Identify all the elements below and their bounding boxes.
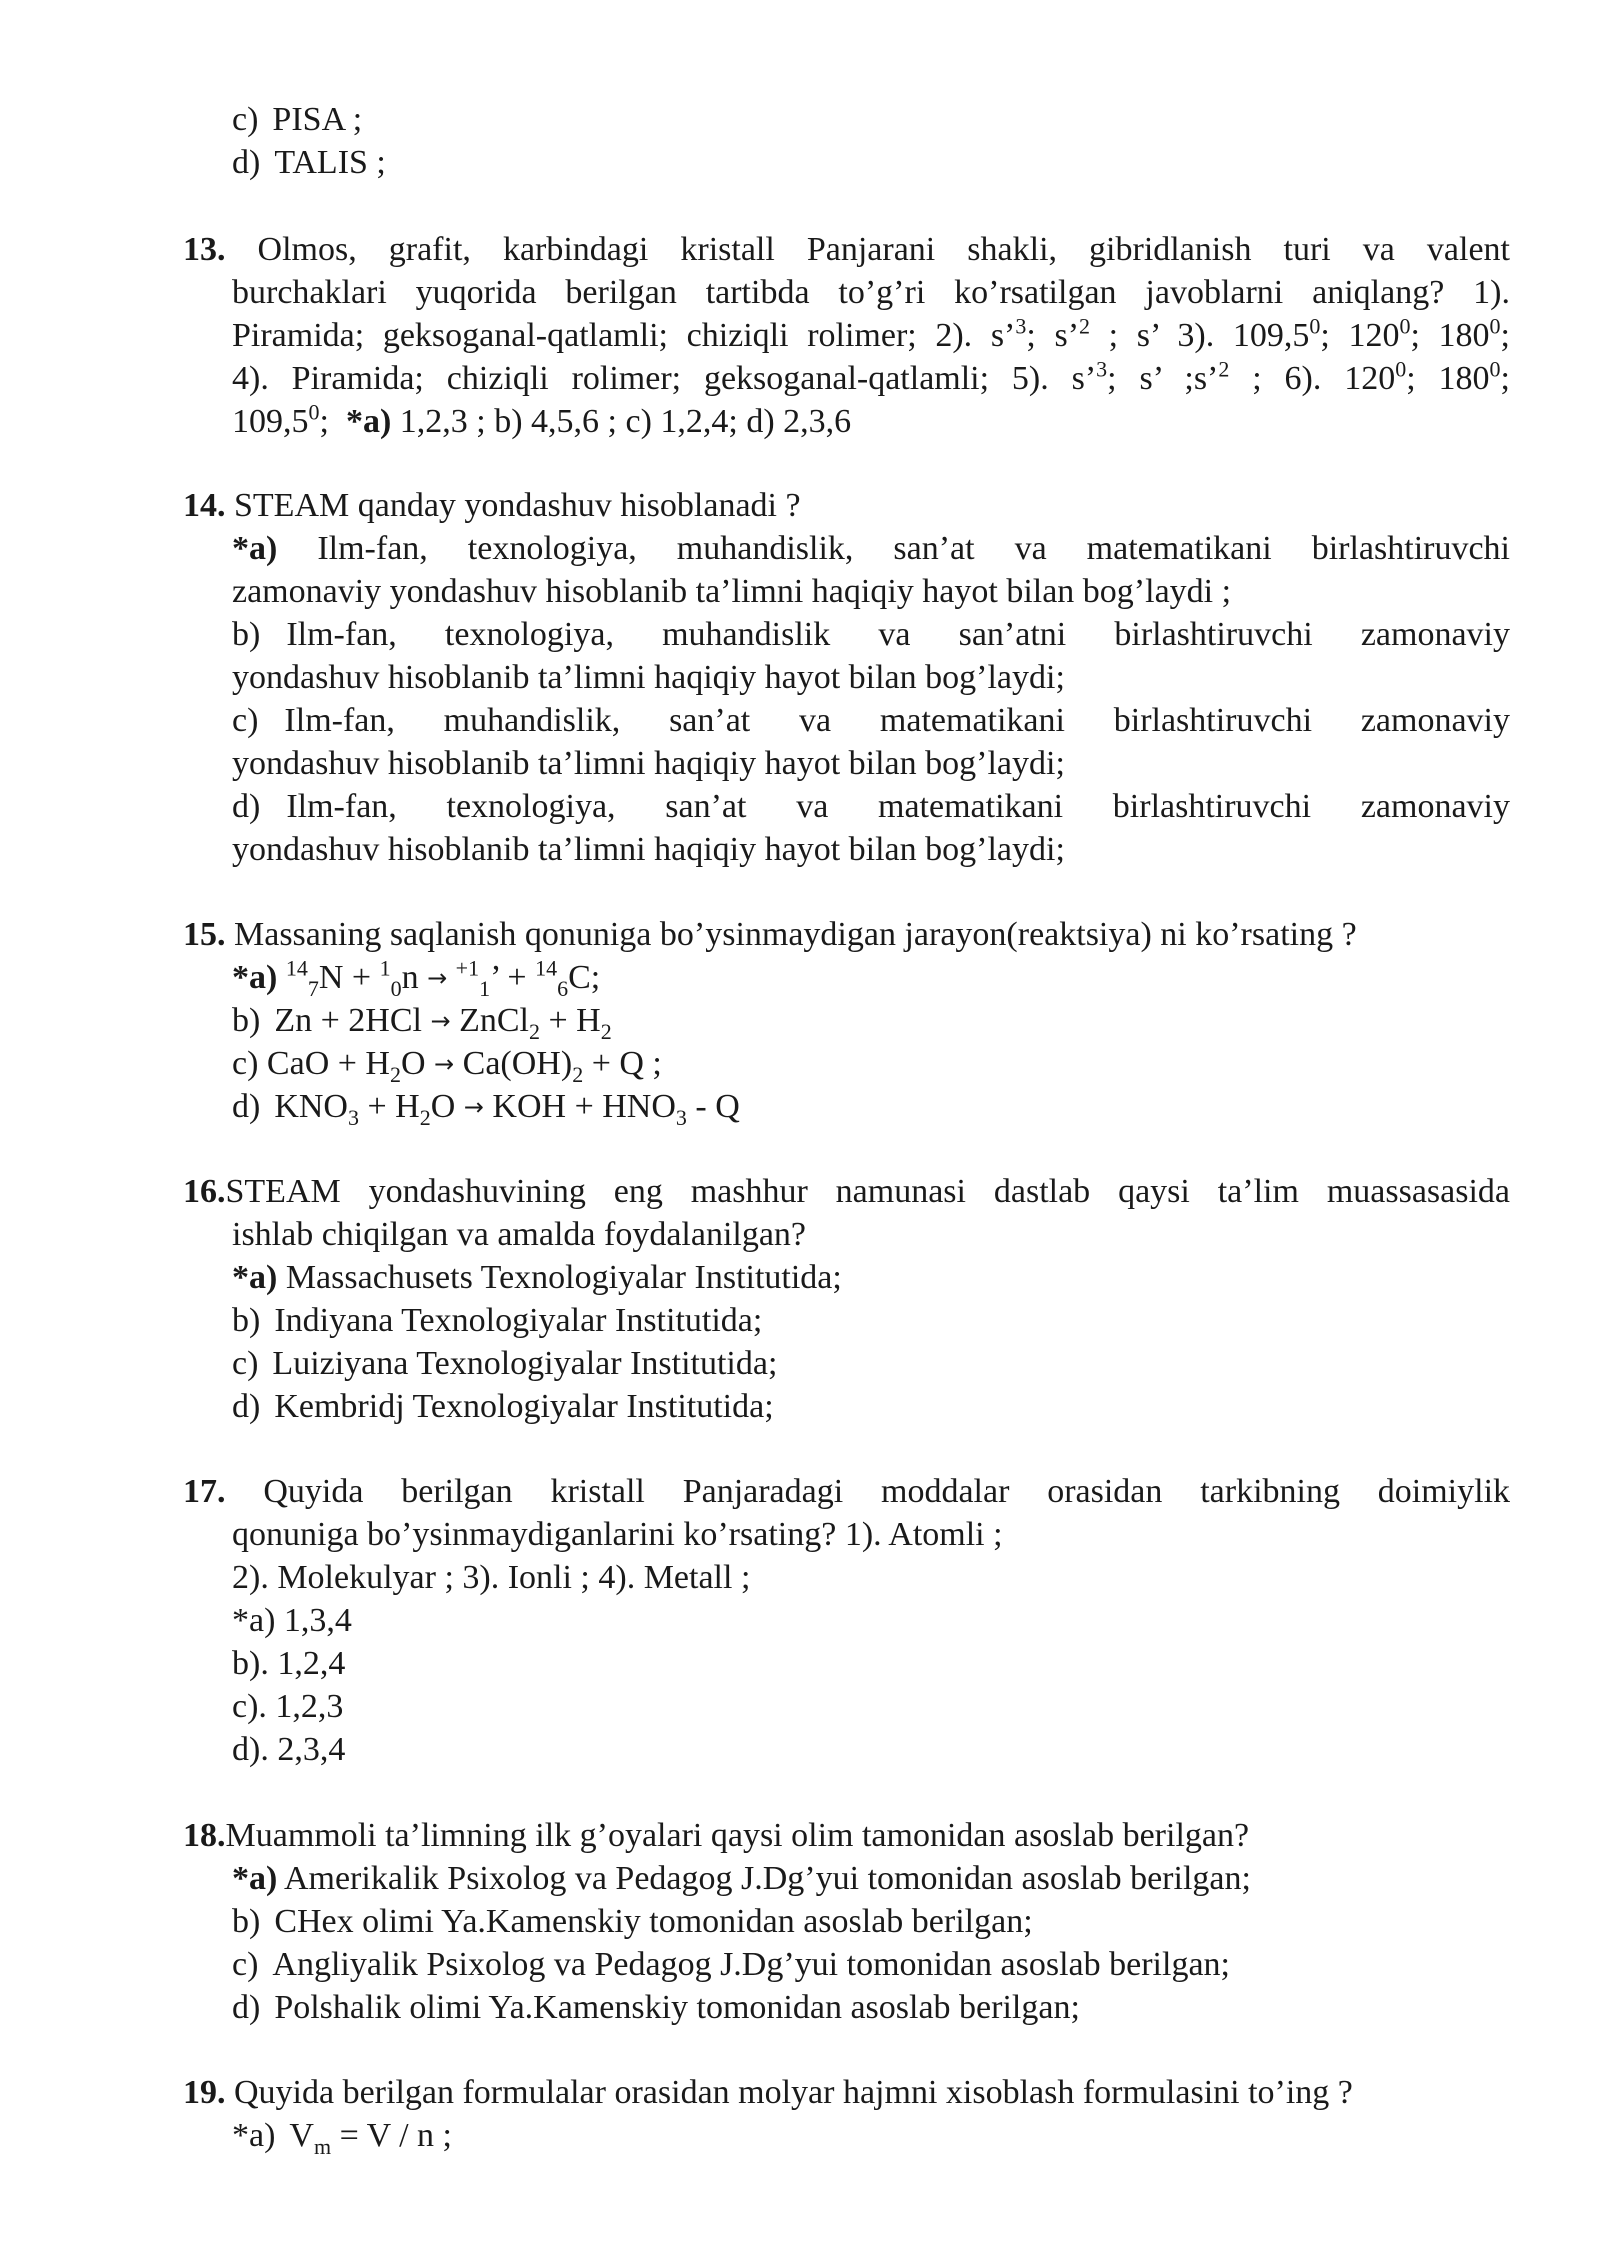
option-b [232,1299,1510,1342]
question-number: 14. [183,487,226,524]
option-label: c) [232,101,259,138]
question-number: 18. [183,1817,226,1854]
option-text: Ilm-fan, muhandislik, san’at va matematikani birlashtiruvchi zamonaviy [284,702,1510,739]
text-run: n [401,959,419,996]
question-13-line-4 [232,357,1510,400]
subscript: 3 [348,1104,359,1130]
option-label: d) [232,144,261,181]
option-a-line-1 [232,527,1510,570]
text-run: KNO [274,1088,348,1125]
text-run: Zn + 2HCl [274,1002,422,1039]
text-run: ; 120 [1320,317,1400,354]
question-text: Quyida berilgan kristall Panjaradagi moddalar orasidan tarkibning doimiylik [263,1473,1511,1510]
question-17-line-1 [183,1470,1510,1513]
text-run: ; s’ [1026,317,1080,354]
option-a [232,2114,1510,2157]
text-run: - Q [686,1088,740,1125]
option-d-prev [232,141,1510,184]
text-run: + H [359,1088,420,1125]
option-d [232,1385,1510,1428]
option-d [232,1986,1510,2029]
subscript: 1 [479,975,491,1001]
option-label: d) [232,1989,261,2026]
option-label: c) [232,1946,259,1983]
option-c-line-1 [232,699,1510,742]
option-label: *a) [232,2117,276,2154]
option-text: Angliyalik Psixolog va Pedagog J.Dg’yui tomonidan asoslab berilgan; [272,1946,1230,1983]
text-run: ; s’ 3). 109,5 [1090,317,1310,354]
text-run: Piramida; geksoganal-qatlamli; chiziqli rolimer; 2). s’ [232,317,1016,354]
text-run: + H [539,1002,601,1039]
option-d-line-2: yondashuv hisoblanib ta’limni haqiqiy hayot bilan bog’laydi; [232,831,1065,868]
option-b-line-1 [232,613,1510,656]
question-number: 16. [183,1173,226,1210]
question-number: 13. [183,231,226,268]
question-15-title [183,913,1510,956]
arrow-icon: → [427,964,448,992]
option-label: b) [232,1302,261,1339]
option-label: c) [232,1345,259,1382]
option-b [232,999,1510,1043]
option-label: *a) [232,1860,278,1897]
subscript: 0 [390,975,402,1001]
option-c [232,1342,1510,1385]
question-16-line-2: ishlab chiqilgan va amalda foydalanilgan? [232,1216,807,1253]
option-text: Ilm-fan, texnologiya, san’at va matematikani birlashtiruvchi zamonaviy [286,788,1510,825]
superscript: 0 [308,399,320,425]
question-text: STEAM qanday yondashuv hisoblanadi ? [234,487,801,524]
option-label: *a) [232,959,278,996]
option-text: Luiziyana Texnologiyalar Institutida; [272,1345,778,1382]
question-16-line-1 [183,1170,1510,1213]
question-number: 19. [183,2074,226,2111]
option-label: d) [232,788,261,825]
option-label: d) [232,1088,261,1125]
text-run: ; [319,403,329,440]
text-run: ’ + [490,959,536,996]
option-c [232,1042,1510,1086]
superscript: 3 [1096,356,1108,382]
text-run: = V / n ; [331,2117,453,2154]
superscript: 0 [1489,356,1501,382]
option-c-line-2: yondashuv hisoblanib ta’limni haqiqiy hayot bilan bog’laydi; [232,745,1065,782]
option-a [232,1857,1510,1900]
option-label: c) [232,1045,259,1082]
text-run: C; [568,959,601,996]
option-text: CHex olimi Ya.Kamenskiy tomonidan asoslab berilgan; [274,1903,1033,1940]
subscript: 7 [307,975,319,1001]
subscript: 3 [675,1104,687,1130]
option-b [232,1900,1510,1943]
option-a-line-2: zamonaviy yondashuv hisoblanib ta’limni haqiqiy hayot bilan bog’laydi ; [232,573,1232,610]
option-label: b) [232,616,261,653]
option-text: Indiyana Texnologiyalar Institutida; [274,1302,763,1339]
option-c: c). 1,2,3 [232,1688,344,1725]
subscript: m [313,2133,332,2159]
superscript: 2 [1079,313,1091,339]
superscript: 3 [1015,313,1027,339]
option-text: Ilm-fan, texnologiya, muhandislik va san’atni birlashtiruvchi zamonaviy [286,616,1510,653]
arrow-icon: → [430,1007,451,1035]
option-a [232,1256,1510,1299]
question-13-line-2: burchaklari yuqorida berilgan tartibda to’g’ri ko’rsatilgan javoblarni aniqlang? 1). [232,274,1510,311]
text-run: ; s’ ;s’ [1107,360,1219,397]
question-text: Muammoli ta’limning ilk g’oyalari qaysi olim tamonidan asoslab berilgan? [225,1817,1250,1854]
text-run: V [289,2117,314,2154]
option-text: PISA ; [272,101,363,138]
option-a [232,956,1510,1000]
option-text: Ilm-fan, texnologiya, muhandislik, san’at va matematikani birlashtiruvchi [317,530,1510,567]
option-text: Massachusets Texnologiyalar Institutida; [285,1259,842,1296]
arrow-icon: → [434,1050,455,1078]
subscript: 2 [528,1018,540,1044]
question-13-line-3 [232,314,1510,357]
superscript: 14 [285,955,308,981]
question-18-title [183,1814,1510,1857]
option-d [232,1085,1510,1129]
superscript: 1 [379,955,391,981]
text-run: CaO + H [266,1045,390,1082]
option-b-line-2: yondashuv hisoblanib ta’limni haqiqiy hayot bilan bog’laydi; [232,659,1065,696]
subscript: 2 [389,1061,401,1087]
option-label: d) [232,1388,261,1425]
correct-answer-marker: *a) [345,403,392,440]
option-label: *a) [232,1259,278,1296]
text-run: ; 180 [1410,317,1490,354]
arrow-icon: → [463,1093,484,1121]
option-c [232,1943,1510,1986]
superscript: 0 [1489,313,1501,339]
text-run: ; 180 [1406,360,1490,397]
option-label: b) [232,1002,261,1039]
option-label: *a) [232,530,278,567]
option-text: TALIS ; [274,144,386,181]
question-17-line-3: 2). Molekulyar ; 3). Ionli ; 4). Metall ; [232,1559,751,1596]
question-number: 17. [183,1473,226,1510]
subscript: 2 [600,1018,612,1044]
text-run: 1,2,3 ; b) 4,5,6 ; c) 1,2,4; d) 2,3,6 [391,403,852,440]
text-run: ; 6). 120 [1229,360,1396,397]
option-text: Amerikalik Psixolog va Pedagog J.Dg’yui tomonidan asoslab berilgan; [283,1860,1251,1897]
question-number: 15. [183,916,226,953]
subscript: 6 [557,975,569,1001]
text-run: ; [1500,317,1510,354]
option-label: b) [232,1903,261,1940]
question-13-line-5 [232,400,1510,443]
option-text: Polshalik olimi Ya.Kamenskiy tomonidan asoslab berilgan; [274,1989,1080,2026]
subscript: 2 [572,1061,584,1087]
question-19-title [183,2071,1510,2114]
question-text: STEAM yondashuvining eng mashhur namunasi dastlab qaysi ta’lim muassasasida [225,1173,1510,1210]
superscript: 2 [1218,356,1230,382]
text-run: KOH + HNO [492,1088,676,1125]
option-d: d). 2,3,4 [232,1731,346,1768]
superscript: 0 [1399,313,1411,339]
superscript: +1 [455,955,480,981]
question-13-line-1 [183,228,1510,271]
text-run: Ca(OH) [462,1045,573,1082]
text-run: 109,5 [232,403,309,440]
question-text: Olmos, grafit, karbindagi kristall Panjarani shakli, gibridlanish turi va valent [257,231,1510,268]
text-run: O [430,1088,456,1125]
option-a: *a) 1,3,4 [232,1602,352,1639]
option-label: c) [232,702,259,739]
text-run: 4). Piramida; chiziqli rolimer; geksoganal-qatlamli; 5). s’ [232,360,1097,397]
superscript: 14 [535,955,558,981]
text-run: + Q ; [583,1045,662,1082]
question-text: Massaning saqlanish qonuniga bo’ysinmaydigan jarayon(reaktsiya) ni ko’rsating ? [234,916,1357,953]
question-text: Quyida berilgan formulalar orasidan molyar hajmni xisoblash formulasini to’ing ? [234,2074,1353,2111]
subscript: 2 [419,1104,431,1130]
text-run: ; [1500,360,1510,397]
superscript: 0 [1309,313,1321,339]
superscript: 0 [1395,356,1407,382]
text-run: O [400,1045,426,1082]
question-14-title [183,484,1510,527]
option-text: Kembridj Texnologiyalar Institutida; [274,1388,774,1425]
option-c-prev [232,98,1510,141]
question-17-line-2: qonuniga bo’ysinmaydiganlarini ko’rsating? 1). Atomli ; [232,1516,1003,1553]
option-d-line-1 [232,785,1510,828]
text-run: N + [318,959,380,996]
option-b: b). 1,2,4 [232,1645,346,1682]
text-run: ZnCl [459,1002,529,1039]
